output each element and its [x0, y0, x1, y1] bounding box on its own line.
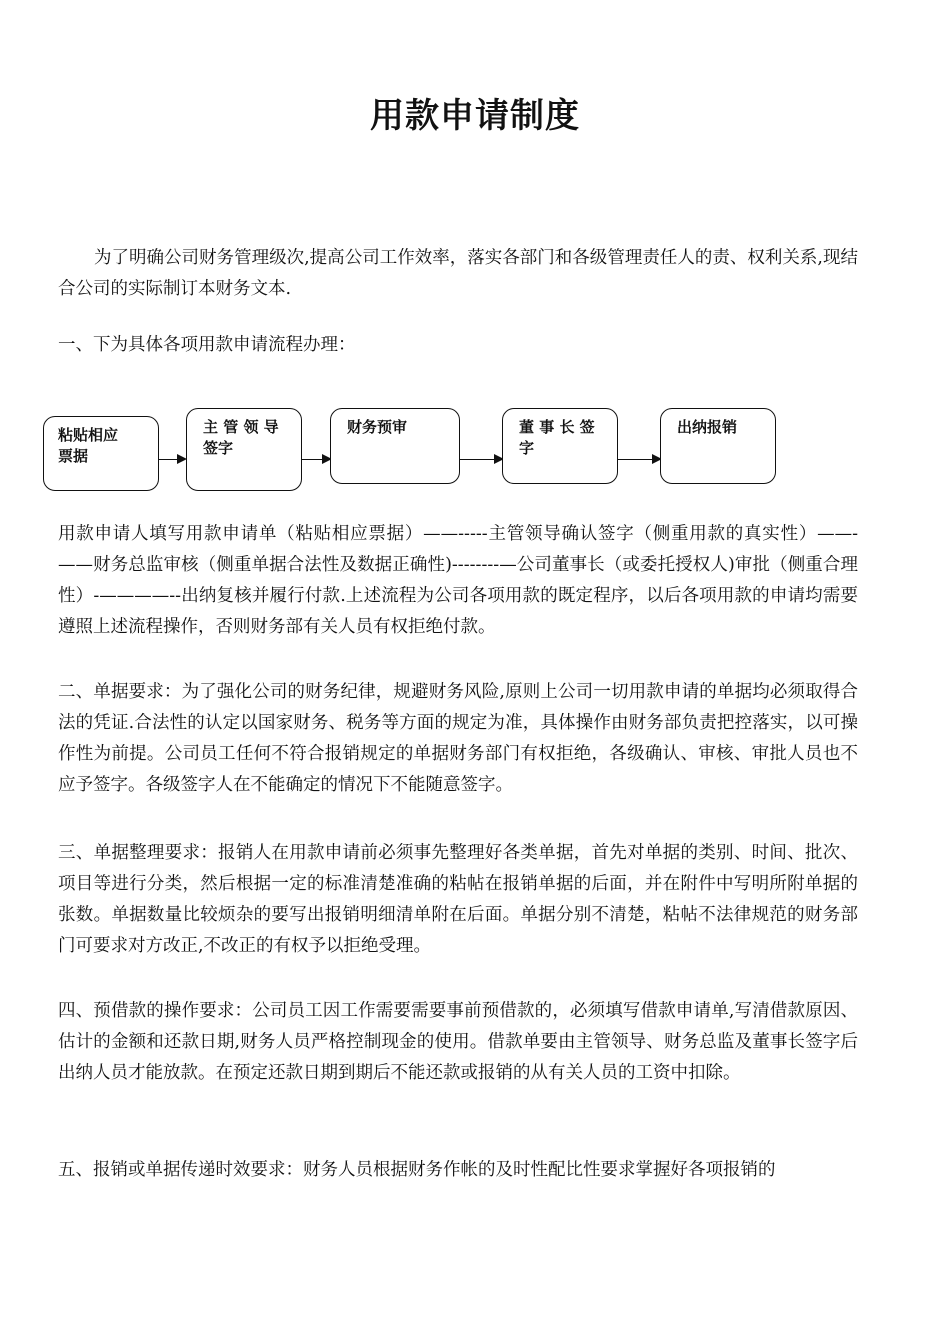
document-title: 用款申请制度 [370, 96, 580, 136]
flow-step-finance-review: 财务预审 [330, 408, 460, 484]
section1-heading: 一、下为具体各项用款申请流程办理： [58, 335, 356, 355]
flow-arrow-3 [460, 459, 502, 460]
section2-paragraph: 二、单据要求：为了强化公司的财务纪律，规避财务风险,原则上公司一切用款申请的单据均必须取得合法的凭证.合法性的认定以国家财务、税务等方面的规定为准，具体操作由财务部负责把控落实，以可操作性为前提。公司员工任何不符合报销规定的单据财务部门有权拒绝，各级确认、审核、审批人员也不应予签字。各级签字人在不能确定的情况下不能随意签字。 [58, 682, 858, 795]
flow-step-manager-sign: 主 管 领 导 签字 [186, 408, 302, 491]
section4-paragraph: 四、预借款的操作要求：公司员工因工作需要需要事前预借款的，必须填写借款申请单,写清借款原因、估计的金额和还款日期,财务人员严格控制现金的使用。借款单要由主管领导、财务总监及董事长签字后出纳人员才能放款。在预定还款日期到期后不能还款或报销的从有关人员的工资中扣除。 [58, 1001, 858, 1083]
intro-paragraph: 为了明确公司财务管理级次,提高公司工作效率，落实各部门和各级管理责任人的责、权利关系,现结合公司的实际制订本财务文本. [58, 248, 858, 299]
flow-arrow-4 [618, 459, 660, 460]
flow-arrow-2 [302, 459, 330, 460]
flow-description-paragraph: 用款申请人填写用款申请单（粘贴相应票据）——-----主管领导确认签字（侧重用款的真实性）——-——财务总监审核（侧重单据合法性及数据正确性)--------—公司董事长（或委托授权人)审批（侧重合理性）-————--出纳复核并履行付款.上述流程为公司各项用款的既定程序，以后各项用款的申请均需要遵照上述流程操作，否则财务部有关人员有权拒绝付款。 [58, 524, 858, 637]
section3-paragraph: 三、单据整理要求：报销人在用款申请前必须事先整理好各类单据，首先对单据的类别、时间、批次、项目等进行分类，然后根据一定的标准清楚准确的粘帖在报销单据的后面，并在附件中写明所附单据的张数。单据数量比较烦杂的要写出报销明细清单附在后面。单据分别不清楚，粘帖不法律规范的财务部门可要求对方改正,不改正的有权予以拒绝受理。 [58, 843, 858, 956]
flow-arrow-1 [159, 459, 185, 460]
flow-step-cashier: 出纳报销 [660, 408, 776, 484]
flow-step-receipts: 粘贴相应票据 [43, 416, 159, 491]
flow-step-chairman-sign: 董 事 长 签 字 [502, 408, 618, 484]
approval-flowchart [0, 400, 950, 500]
section5-paragraph: 五、报销或单据传递时效要求：财务人员根据财务作帐的及时性配比性要求掌握好各项报销的 [58, 1160, 776, 1180]
